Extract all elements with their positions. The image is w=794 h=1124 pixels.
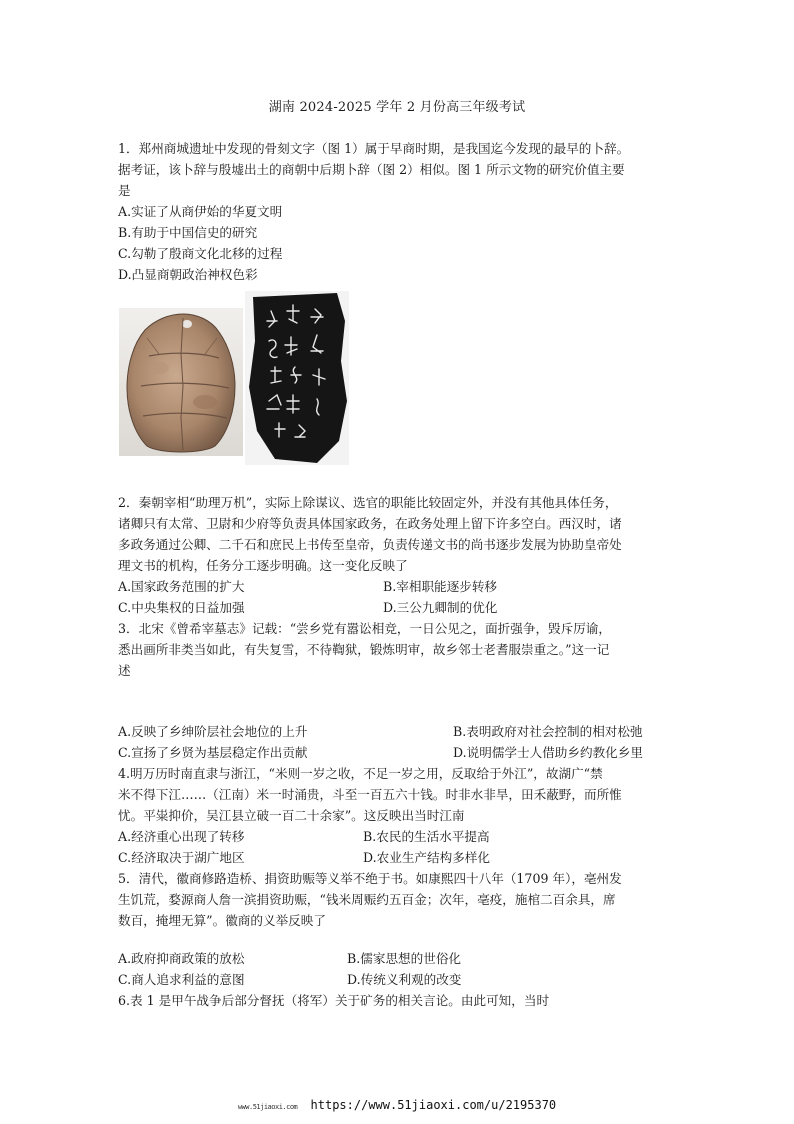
q2-line-3: 多政务通过公卿、二千石和庶民上书传至皇帝，负责传递文书的尚书逐步发展为协助皇帝处 [118, 537, 622, 552]
q3-line-2: 悉出画所非类当如此，有失复雪，不待鞫狱，锻炼明审，故乡邻士老耆服崇重之。”这一记 [118, 642, 610, 657]
q5-line-1: 5．清代，徽商修路造桥、捐资助赈等义举不绝于书。如康熙四十八年（1709 年），亳州发 [118, 871, 622, 886]
q4-option-b: B.农民的生活水平提高 [363, 829, 490, 844]
q3-line-3: 述 [118, 663, 131, 678]
q3-option-b: B.表明政府对社会控制的相对松弛 [453, 724, 643, 739]
q1-option-c: C.勾勒了殷商文化北移的过程 [118, 246, 283, 261]
q5-option-d: D.传统义利观的改变 [347, 972, 462, 987]
q5-option-a: A.政府抑商政策的放松 [118, 951, 245, 966]
page-title: 湖南 2024-2025 学年 2 月份高三年级考试 [268, 100, 526, 115]
q1-line-1: 1．郑州商城遗址中发现的骨刻文字（图 1）属于早商时期，是我国迄今发现的最早的卜辞。 [118, 141, 630, 156]
q4-option-a: A.经济重心出现了转移 [118, 829, 245, 844]
q2-option-d: D.三公九卿制的优化 [383, 600, 498, 615]
q2-line-1: 2．秦朝宰相“助理万机”，实际上除谋议、选官的职能比较固定外，并没有其他具体任务， [118, 495, 618, 510]
q1-option-d: D.凸显商朝政治神权色彩 [118, 267, 258, 282]
q5-line-3: 数百，掩埋无算”。徽商的义举反映了 [118, 913, 326, 928]
q3-option-c: C.宣扬了乡贤为基层稳定作出贡献 [118, 745, 308, 760]
q3-option-d: D.说明儒学士人借助乡约教化乡里 [453, 745, 643, 760]
q1-line-3: 是 [118, 183, 131, 198]
q2-option-a: A.国家政务范围的扩大 [118, 579, 245, 594]
footer-url-link[interactable]: https://www.51jiaoxi.com/u/2195370 [310, 1098, 557, 1112]
q4-line-3: 忧。平粜抑价，吴江县立破一百二十余家”。这反映出当时江南 [118, 808, 465, 823]
q2-line-4: 理文书的机构，任务分工逐步明确。这一变化反映了 [118, 558, 408, 573]
q2-option-b: B.宰相职能逐步转移 [383, 579, 498, 594]
footer-tag: www.51jiaoxi.com [237, 1103, 298, 1111]
q4-line-2: 米不得下江……（江南）米一时涌贵，斗至一百五六十钱。时非水非旱，田禾蔽野，而所惟 [118, 787, 622, 802]
q1-option-b: B.有助于中国信史的研究 [118, 225, 258, 240]
q4-option-d: D.农业生产结构多样化 [363, 850, 490, 865]
q6-line-1: 6.表 1 是甲午战争后部分督抚（将军）关于矿务的相关言论。由此可知，当时 [118, 993, 550, 1008]
q2-option-c: C.中央集权的日益加强 [118, 600, 245, 615]
oracle-bone-shell-image [119, 308, 243, 456]
oracle-rubbing-image [245, 291, 349, 465]
q4-line-1: 4.明万历时南直隶与浙江，“米则一岁之收，不足一岁之用，反取给于外江”，故湖广“禁 [118, 766, 603, 781]
q3-option-a: A.反映了乡绅阶层社会地位的上升 [118, 724, 308, 739]
q5-line-2: 生饥荒，婺源商人詹一滨捐资助赈，“钱米周赈约五百金；次年，亳疫，施棺二百余具，席 [118, 892, 616, 907]
footer [0, 1098, 794, 1112]
q2-line-2: 诸卿只有太常、卫尉和少府等负责具体国家政务，在政务处理上留下许多空白。西汉时，诸 [118, 516, 622, 531]
q4-option-c: C.经济取决于湖广地区 [118, 850, 245, 865]
q1-line-2: 据考证，该卜辞与殷墟出土的商朝中后期卜辞（图 2）相似。图 1 所示文物的研究价值主要 [118, 162, 625, 177]
q5-option-b: B.儒家思想的世俗化 [347, 951, 462, 966]
q5-option-c: C.商人追求利益的意图 [118, 972, 245, 987]
q1-option-a: A.实证了从商伊始的华夏文明 [118, 204, 283, 219]
q3-line-1: 3．北宋《曾希宰墓志》记载：“尝乡党有嚣讼相竞，一日公见之，面折强争，毁斥厉谕， [118, 621, 612, 636]
